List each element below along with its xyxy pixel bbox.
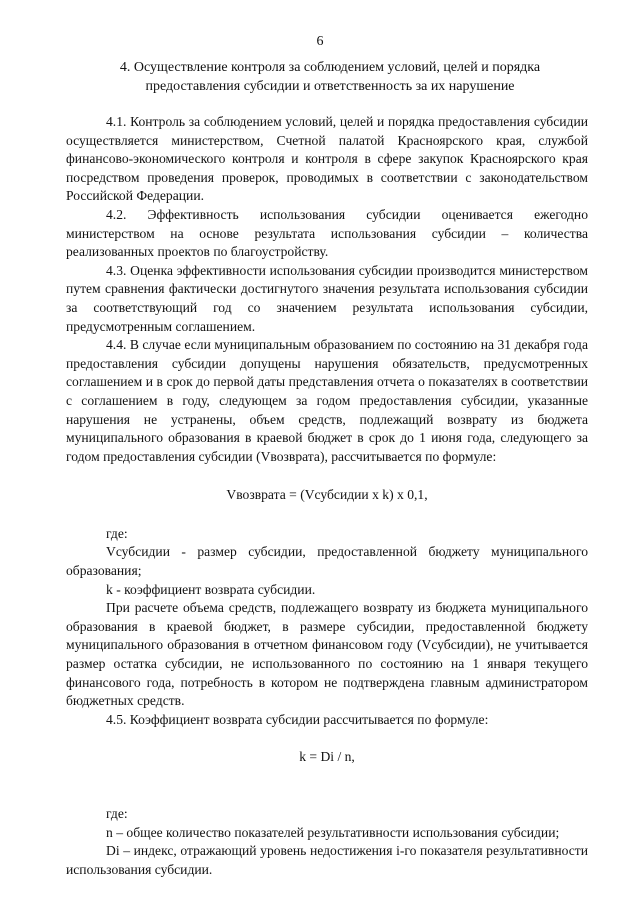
paragraph-calculation-note: При расчете объема средств, подлежащего возврату из бюджета муниципального образования в краевой бюджет, в размере субсидии, предоставленной бюджету муниципального образования в отчетном финансовом году (Vсубсидии), не учитывается размер остатка субсидии, не использованного по состоянию на 1 января текущего финансового года, потребность в котором не подтверждена главным администратором бюджетных средств. xyxy=(66,600,588,709)
document-body xyxy=(66,113,588,879)
paragraph-4-5: 4.5. Коэффициент возврата субсидии рассчитывается по формуле: xyxy=(106,711,489,727)
formula-return-coefficient: k = Di / n, xyxy=(299,749,355,765)
paragraph-4-2: 4.2. Эффективность использования субсидии оценивается ежегодно министерством на основе результата использования субсидии – количества реализованных проектов по благоустройству. xyxy=(66,206,588,260)
paragraph-4-1: 4.1. Контроль за соблюдением условий, целей и порядка предоставления субсидии осуществляется министерством, Счетной палатой Красноярского края, службой финансово-экономического контроля и контроля в сфере закупок Красноярского края посредством проведения проверок, проводимых в соответствии с законодательством Российской Федерации. xyxy=(66,114,588,204)
paragraph-4-3: 4.3. Оценка эффективности использования субсидии производится министерством путем сравнения фактически достигнутого значения результата использования субсидии за соответствующий год со значением результата использования субсидии, предусмотренным соглашением. xyxy=(66,262,588,334)
definition-di: Di – индекс, отражающий уровень недостижения i-го показателя результативности использования субсидии. xyxy=(66,843,588,877)
where-label-2: где: xyxy=(106,806,128,821)
where-label-1: где: xyxy=(106,525,128,541)
formula-return-amount: Vвозврата = (Vсубсидии х k) х 0,1, xyxy=(226,487,428,503)
paragraph-4-4: 4.4. В случае если муниципальным образованием по состоянию на 31 декабря года предоставления субсидии допущены нарушения обязательств, предусмотренных соглашением и в срок до первой даты представления отчета о показателях в соответствии с соглашением в году, следующем за годом предоставления субсидии, указанные нарушения не устранены, объем средств, подлежащий возврату из бюджета муниципального образования в краевой бюджет в срок до 1 июня года, следующего за годом предоставления субсидии (Vвозврата), рассчитывается по формуле: xyxy=(66,337,588,464)
section-heading xyxy=(70,58,590,96)
section-heading-line-2: предоставления субсидии и ответственность за их нарушение xyxy=(145,79,515,94)
definition-n: n – общее количество показателей результативности использования субсидии; xyxy=(106,824,560,840)
definition-k: k - коэффициент возврата субсидии. xyxy=(106,581,316,597)
page-number: 6 xyxy=(316,34,324,49)
definition-v-subsidy: Vсубсидии - размер субсидии, предоставленной бюджету муниципального образования; xyxy=(66,544,588,579)
section-heading-line-1: 4. Осуществление контроля за соблюдением условий, целей и порядка xyxy=(119,60,541,75)
